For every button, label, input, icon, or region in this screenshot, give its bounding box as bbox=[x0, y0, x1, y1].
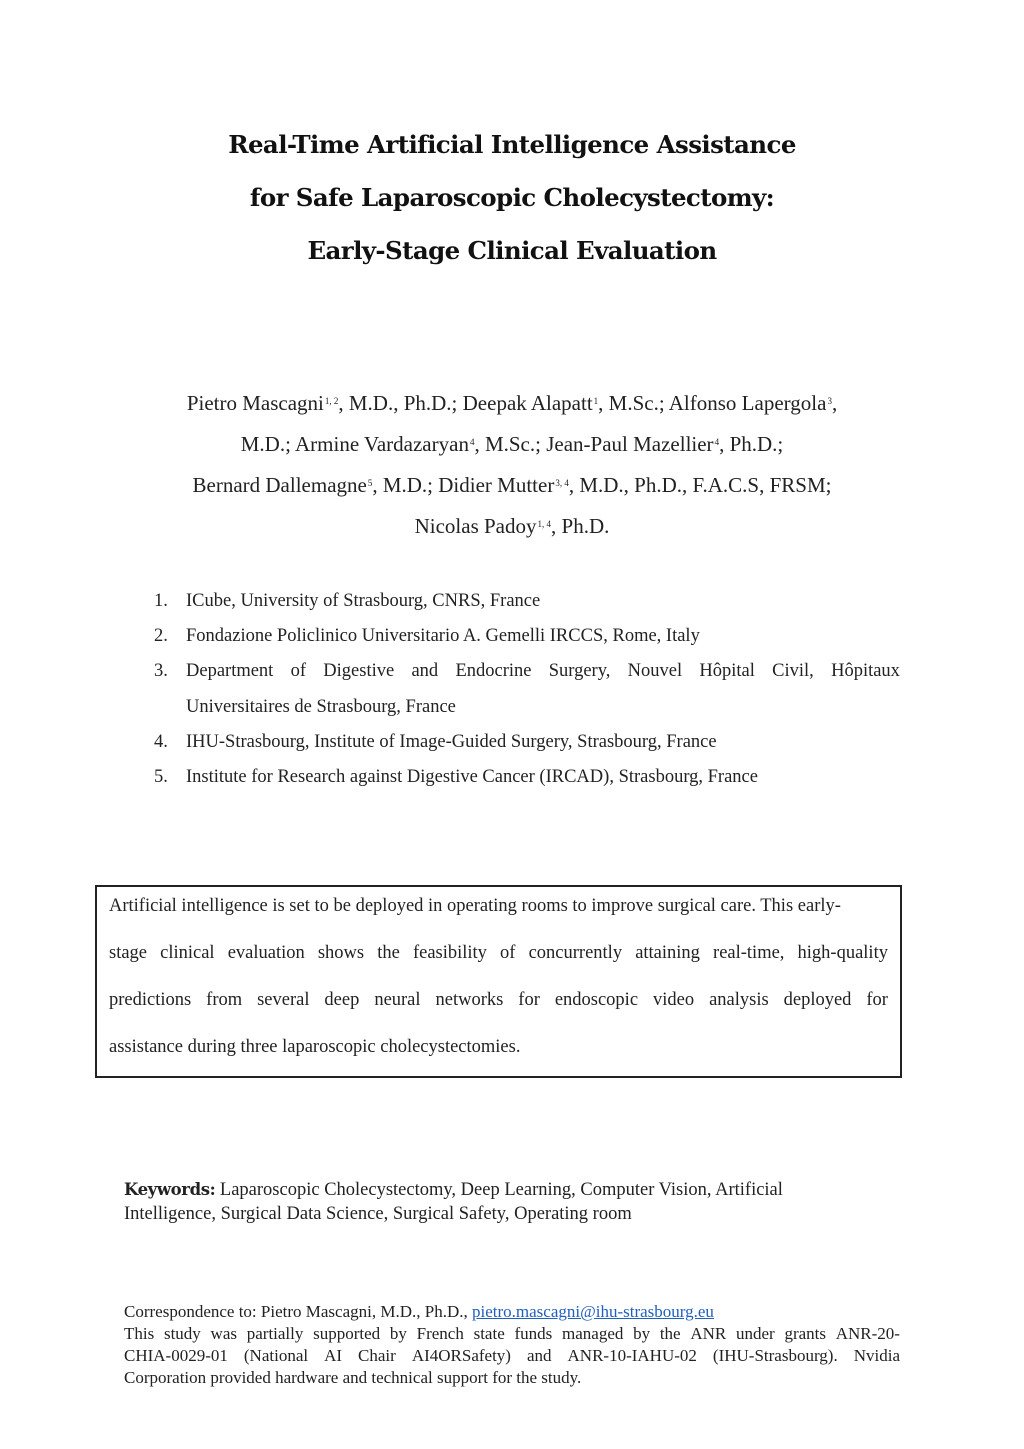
author-line-2: M.D.; Armine Vardazaryan$^4$, M.Sc.; Jean-Paul Mazellier$^4$, Ph.D.; bbox=[240, 432, 784, 456]
email-link[interactable]: pietro.mascagni@ihu-strasbourg.eu bbox=[471, 1302, 714, 1321]
affiliation-text: ICube, University of Strasbourg, CNRS, France bbox=[186, 591, 541, 611]
funding-line-3: Corporation provided hardware and technical support for the study. bbox=[124, 1368, 582, 1387]
affiliation-marker: 4 bbox=[469, 437, 475, 447]
affiliation-marker: 5 bbox=[367, 478, 373, 488]
affiliation-marker: 1, 4 bbox=[537, 519, 552, 529]
paper-title bbox=[0, 118, 1024, 277]
keywords-section bbox=[124, 1178, 844, 1226]
affiliation-marker: 1 bbox=[593, 396, 599, 406]
affiliation-number: 5. bbox=[154, 767, 168, 788]
affiliation-item bbox=[148, 619, 900, 654]
affiliation-number: 2. bbox=[154, 626, 168, 647]
correspondence-footer bbox=[124, 1301, 900, 1389]
summary-box bbox=[95, 885, 902, 1078]
affiliation-item bbox=[148, 654, 900, 724]
author-list bbox=[100, 383, 924, 547]
affiliation-item bbox=[148, 725, 900, 760]
title-line-2: for Safe Laparoscopic Cholecystectomy: bbox=[249, 183, 775, 212]
affiliation-text: Fondazione Policlinico Universitario A. Gemelli IRCCS, Rome, Italy bbox=[186, 626, 700, 647]
keywords-label: Keywords: bbox=[124, 1180, 216, 1199]
affiliation-text: Department of Digestive and Endocrine Surgery, Nouvel Hôpital Civil, Hôpitaux bbox=[186, 661, 900, 682]
affiliation-text: Institute for Research against Digestive Cancer (IRCAD), Strasbourg, France bbox=[186, 767, 758, 788]
affiliation-text: IHU-Strasbourg, Institute of Image-Guided Surgery, Strasbourg, France bbox=[186, 731, 717, 752]
title-line-1: Real-Time Artificial Intelligence Assistance bbox=[228, 130, 796, 159]
author-line-1: Pietro Mascagni$^{1, 2}$, M.D., Ph.D.; Deepak Alapatt$^1$, M.Sc.; Alfonso Lapergola$^3$, bbox=[186, 391, 838, 415]
affiliation-number: 4. bbox=[154, 731, 168, 752]
author-line-4: Nicolas Padoy$^{1, 4}$, Ph.D. bbox=[414, 514, 610, 538]
summary-line-3: predictions from several deep neural networks for endoscopic video analysis deployed for bbox=[109, 990, 888, 1010]
affiliation-marker: 3, 4 bbox=[555, 478, 569, 488]
author-line-3: Bernard Dallemagne$^5$, M.D.; Didier Mutter$^{3, 4}$, M.D., Ph.D., F.A.C.S, FRSM; bbox=[192, 473, 832, 497]
affiliation-list bbox=[148, 584, 900, 795]
affiliation-marker: 4 bbox=[714, 437, 720, 447]
title-line-3: Early-Stage Clinical Evaluation bbox=[307, 236, 717, 265]
affiliation-text-continued: Universitaires de Strasbourg, France bbox=[186, 696, 456, 717]
affiliation-number: 3. bbox=[154, 661, 168, 682]
keywords-line-2: Intelligence, Surgical Data Science, Surgical Safety, Operating room bbox=[124, 1204, 632, 1224]
affiliation-marker: 3 bbox=[827, 396, 832, 406]
summary-line-4: assistance during three laparoscopic cholecystectomies. bbox=[109, 1037, 521, 1057]
funding-line-1: This study was partially supported by French state funds managed by the ANR under grants ANR-20- bbox=[124, 1324, 900, 1343]
correspondence-line: Correspondence to: Pietro Mascagni, M.D., Ph.D., pietro.mascagni@ihu-strasbourg.eu bbox=[124, 1302, 714, 1321]
affiliation-item bbox=[148, 760, 900, 795]
funding-line-2: CHIA-0029-01 (National AI Chair AI4ORSafety) and ANR-10-IAHU-02 (IHU-Strasbourg). Nvidia bbox=[124, 1346, 900, 1365]
summary-line-1: Artificial intelligence is set to be deployed in operating rooms to improve surgical care. This early- bbox=[109, 896, 841, 916]
keywords-line-1: Keywords: Laparoscopic Cholecystectomy, Deep Learning, Computer Vision, Artificial bbox=[124, 1180, 783, 1200]
affiliation-number: 1. bbox=[154, 591, 168, 611]
summary-line-2: stage clinical evaluation shows the feasibility of concurrently attaining real-time, high-quality bbox=[109, 943, 888, 963]
affiliation-item bbox=[148, 584, 900, 619]
affiliation-marker: 1, 2 bbox=[324, 396, 339, 406]
